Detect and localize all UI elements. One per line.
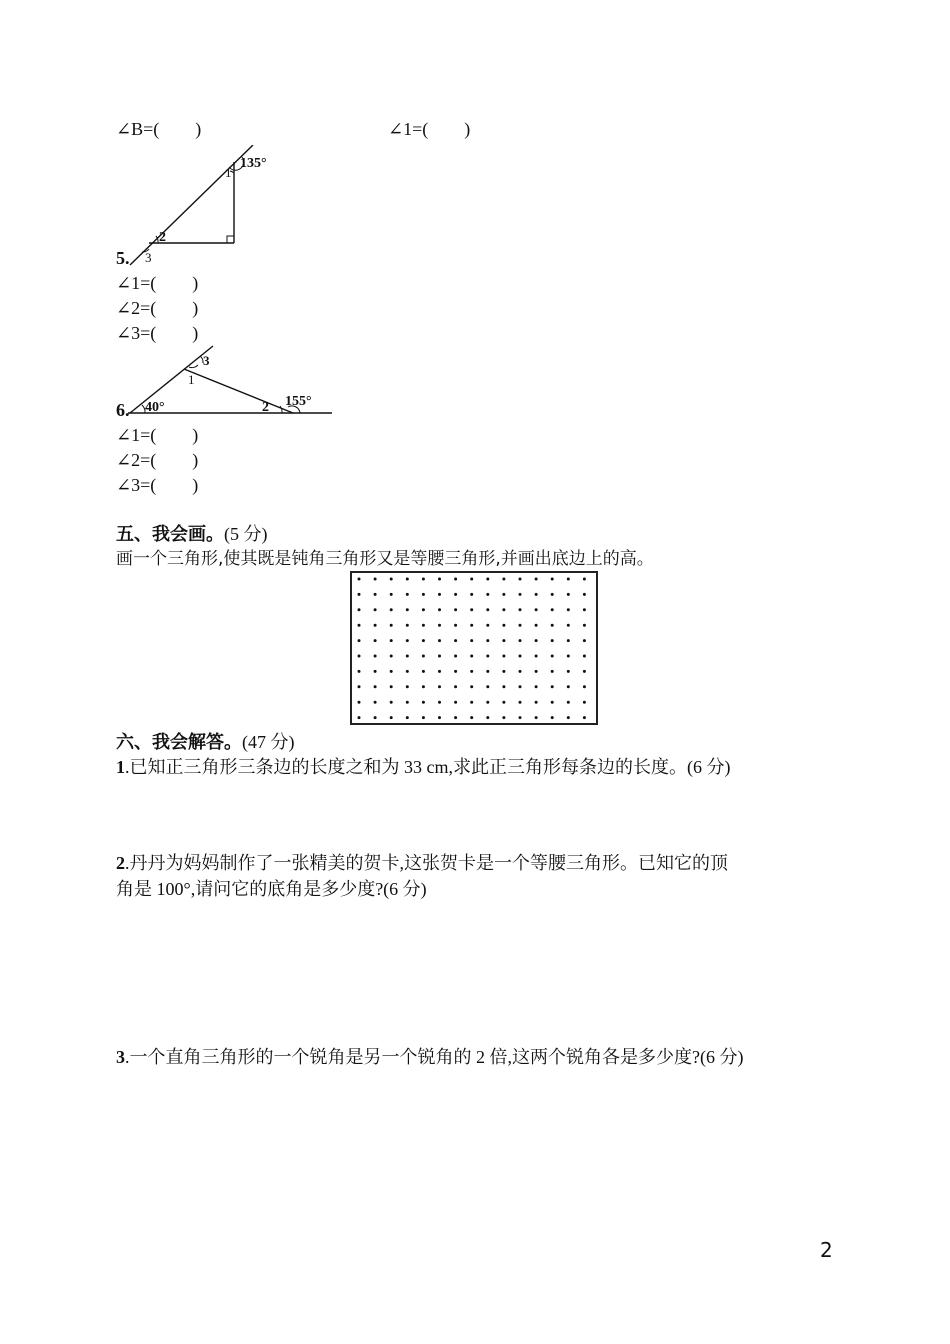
grid-dot xyxy=(470,578,473,581)
grid-dot xyxy=(374,685,377,688)
dot-grid-box[interactable] xyxy=(350,571,598,725)
q6-label-1: 1 xyxy=(188,372,195,387)
grid-dot xyxy=(535,608,538,611)
q6-label-2: 2 xyxy=(262,400,269,415)
q5-label-2: 2 xyxy=(159,230,166,245)
grid-dot xyxy=(374,608,377,611)
grid-dot xyxy=(438,624,441,627)
grid-dot xyxy=(374,639,377,642)
grid-dot xyxy=(454,701,457,704)
problem-3 xyxy=(116,1045,743,1069)
grid-dot xyxy=(406,639,409,642)
grid-dot xyxy=(486,655,489,658)
grid-dot xyxy=(374,624,377,627)
grid-dot xyxy=(374,701,377,704)
grid-dot xyxy=(454,670,457,673)
grid-dot xyxy=(358,624,361,627)
grid-dot xyxy=(551,639,554,642)
q6-angle-2-blank: ∠2=( ) xyxy=(116,450,199,470)
grid-dot xyxy=(502,578,505,581)
problem-3-text: .一个直角三角形的一个锐角是另一个锐角的 2 倍,这两个锐角各是多少度?(6 分) xyxy=(125,1047,744,1067)
grid-dot xyxy=(390,593,393,596)
grid-dot xyxy=(583,624,586,627)
grid-dot xyxy=(567,578,570,581)
grid-dot xyxy=(519,701,522,704)
grid-dot xyxy=(358,670,361,673)
angle-b-blank: ∠B=( ) xyxy=(116,119,202,139)
grid-dot xyxy=(535,655,538,658)
grid-dot xyxy=(502,639,505,642)
q6-label-40: 40° xyxy=(145,400,165,415)
grid-dot xyxy=(390,670,393,673)
grid-dot xyxy=(406,655,409,658)
grid-dot xyxy=(422,670,425,673)
grid-dot xyxy=(358,639,361,642)
grid-dot xyxy=(502,655,505,658)
grid-dot xyxy=(454,624,457,627)
grid-dot xyxy=(374,670,377,673)
q6-number: 6. xyxy=(116,400,130,420)
grid-dot xyxy=(519,608,522,611)
grid-dot xyxy=(438,670,441,673)
q5-angle-1-blank: ∠1=( ) xyxy=(116,273,199,293)
dot-grid xyxy=(352,573,596,723)
grid-dot xyxy=(583,639,586,642)
grid-dot xyxy=(486,639,489,642)
q6-arc-1 xyxy=(189,365,198,368)
grid-dot xyxy=(535,624,538,627)
grid-dot xyxy=(551,608,554,611)
grid-dot xyxy=(502,701,505,704)
grid-dot xyxy=(470,701,473,704)
grid-dot xyxy=(583,593,586,596)
grid-dot xyxy=(567,608,570,611)
grid-dot xyxy=(470,639,473,642)
problem-1-number: 1 xyxy=(116,757,125,777)
grid-dot xyxy=(358,701,361,704)
grid-dot xyxy=(519,655,522,658)
grid-dot xyxy=(551,624,554,627)
grid-dot xyxy=(438,608,441,611)
grid-dot xyxy=(470,655,473,658)
grid-dot xyxy=(583,716,586,719)
grid-dot xyxy=(583,608,586,611)
grid-dot xyxy=(374,578,377,581)
q6-label-3: 3 xyxy=(203,353,210,368)
q6-angle-3-blank: ∠3=( ) xyxy=(116,475,199,495)
grid-dot xyxy=(406,685,409,688)
grid-dot xyxy=(438,655,441,658)
grid-dot xyxy=(390,701,393,704)
grid-dot xyxy=(567,716,570,719)
section6-heading xyxy=(116,730,295,755)
grid-dot xyxy=(406,593,409,596)
grid-dot xyxy=(567,593,570,596)
grid-dot xyxy=(422,655,425,658)
grid-dot xyxy=(470,593,473,596)
q5-right-angle-mark xyxy=(227,236,234,243)
page-number: 2 xyxy=(820,1238,833,1262)
grid-dot xyxy=(422,639,425,642)
grid-dot xyxy=(390,685,393,688)
grid-dot xyxy=(519,670,522,673)
grid-dot xyxy=(551,701,554,704)
grid-dot xyxy=(470,624,473,627)
grid-dot xyxy=(486,624,489,627)
grid-dot xyxy=(454,608,457,611)
grid-dot xyxy=(551,685,554,688)
grid-dot xyxy=(535,685,538,688)
grid-dot xyxy=(406,608,409,611)
grid-dot xyxy=(535,701,538,704)
grid-dot xyxy=(470,685,473,688)
q5-angle-2-blank: ∠2=( ) xyxy=(116,298,199,318)
grid-dot xyxy=(358,716,361,719)
grid-dot xyxy=(583,685,586,688)
grid-dot xyxy=(406,716,409,719)
grid-dot xyxy=(422,685,425,688)
grid-dot xyxy=(422,624,425,627)
grid-dot xyxy=(438,578,441,581)
grid-dot xyxy=(486,593,489,596)
grid-dot xyxy=(358,593,361,596)
q6-arc-2 xyxy=(280,406,282,413)
grid-dot xyxy=(486,578,489,581)
grid-dot xyxy=(502,608,505,611)
grid-dot xyxy=(470,716,473,719)
problem-2-line-2: 角是 100°,请问它的底角是多少度?(6 分) xyxy=(116,879,427,899)
section6-title: 六、我会解答。 xyxy=(116,732,242,753)
grid-dot xyxy=(535,593,538,596)
section5-instruction: 画一个三角形,使其既是钝角三角形又是等腰三角形,并画出底边上的高。 xyxy=(116,549,654,569)
grid-dot xyxy=(583,701,586,704)
grid-dot xyxy=(406,701,409,704)
grid-dot xyxy=(358,608,361,611)
grid-dot xyxy=(406,670,409,673)
grid-dot xyxy=(438,685,441,688)
grid-dot xyxy=(422,716,425,719)
grid-dot xyxy=(390,639,393,642)
grid-dot xyxy=(567,685,570,688)
grid-dot xyxy=(358,578,361,581)
grid-dot xyxy=(519,593,522,596)
section5-title: 五、我会画。 xyxy=(116,524,224,545)
grid-dot xyxy=(519,624,522,627)
grid-dot xyxy=(551,655,554,658)
grid-dot xyxy=(567,655,570,658)
grid-dot xyxy=(454,655,457,658)
grid-dot xyxy=(390,578,393,581)
grid-dot xyxy=(390,608,393,611)
grid-dot xyxy=(390,655,393,658)
problem-2-text: .丹丹为妈妈制作了一张精美的贺卡,这张贺卡是一个等腰三角形。已知它的顶 xyxy=(125,853,728,873)
grid-dot xyxy=(502,670,505,673)
q5-label-135: 135° xyxy=(240,156,267,171)
q5-label-3: 3 xyxy=(145,250,152,265)
grid-dot xyxy=(567,701,570,704)
grid-dot xyxy=(454,716,457,719)
grid-dot xyxy=(551,593,554,596)
grid-dot xyxy=(486,685,489,688)
grid-dot xyxy=(374,593,377,596)
q6-angle-1-blank: ∠1=( ) xyxy=(116,425,199,445)
grid-dot xyxy=(551,716,554,719)
q5-label-1: 1 xyxy=(225,165,232,180)
grid-dot xyxy=(422,578,425,581)
grid-dot xyxy=(583,578,586,581)
q6-label-155: 155° xyxy=(285,394,312,409)
grid-dot xyxy=(486,716,489,719)
grid-dot xyxy=(502,685,505,688)
grid-dot xyxy=(502,593,505,596)
grid-dot xyxy=(502,624,505,627)
grid-dot xyxy=(567,670,570,673)
grid-dot xyxy=(438,716,441,719)
grid-dot xyxy=(535,578,538,581)
grid-dot xyxy=(567,639,570,642)
grid-dot xyxy=(438,639,441,642)
grid-dot xyxy=(406,624,409,627)
grid-dot xyxy=(583,655,586,658)
problem-1 xyxy=(116,755,730,779)
grid-dot xyxy=(470,608,473,611)
q5-right-triangle-figure xyxy=(118,145,288,270)
section5-heading xyxy=(116,522,268,547)
q6-right-line xyxy=(184,369,293,413)
grid-dot xyxy=(535,670,538,673)
grid-dot xyxy=(583,670,586,673)
grid-dot xyxy=(390,624,393,627)
grid-dot xyxy=(422,701,425,704)
problem-2-number: 2 xyxy=(116,853,125,873)
grid-dot xyxy=(438,593,441,596)
grid-dot xyxy=(535,716,538,719)
grid-dot xyxy=(502,716,505,719)
grid-dot xyxy=(519,685,522,688)
q5-angle-3-blank: ∠3=( ) xyxy=(116,323,199,343)
problem-2 xyxy=(116,851,728,875)
grid-dot xyxy=(422,608,425,611)
grid-dot xyxy=(406,578,409,581)
grid-dot xyxy=(374,655,377,658)
grid-dot xyxy=(519,639,522,642)
section6-points: (47 分) xyxy=(242,732,295,752)
section5-points: (5 分) xyxy=(224,524,268,544)
grid-dot xyxy=(358,655,361,658)
grid-dot xyxy=(422,593,425,596)
grid-dot xyxy=(454,639,457,642)
grid-dot xyxy=(358,685,361,688)
problem-1-text: .已知正三角形三条边的长度之和为 33 cm,求此正三角形每条边的长度。(6 分) xyxy=(125,757,731,777)
grid-dot xyxy=(519,578,522,581)
q5-number: 5. xyxy=(116,248,130,268)
grid-dot xyxy=(486,670,489,673)
problem-3-number: 3 xyxy=(116,1047,125,1067)
grid-dot xyxy=(454,578,457,581)
grid-dot xyxy=(470,670,473,673)
q6-triangle-figure xyxy=(118,343,338,418)
grid-dot xyxy=(454,685,457,688)
grid-dot xyxy=(519,716,522,719)
grid-dot xyxy=(551,578,554,581)
grid-dot xyxy=(454,593,457,596)
grid-dot xyxy=(567,624,570,627)
grid-dot xyxy=(390,716,393,719)
grid-dot xyxy=(486,608,489,611)
grid-dot xyxy=(374,716,377,719)
grid-dot xyxy=(486,701,489,704)
grid-dot xyxy=(535,639,538,642)
angle-1-blank-top: ∠1=( ) xyxy=(388,119,471,139)
grid-dot xyxy=(551,670,554,673)
grid-dot xyxy=(438,701,441,704)
